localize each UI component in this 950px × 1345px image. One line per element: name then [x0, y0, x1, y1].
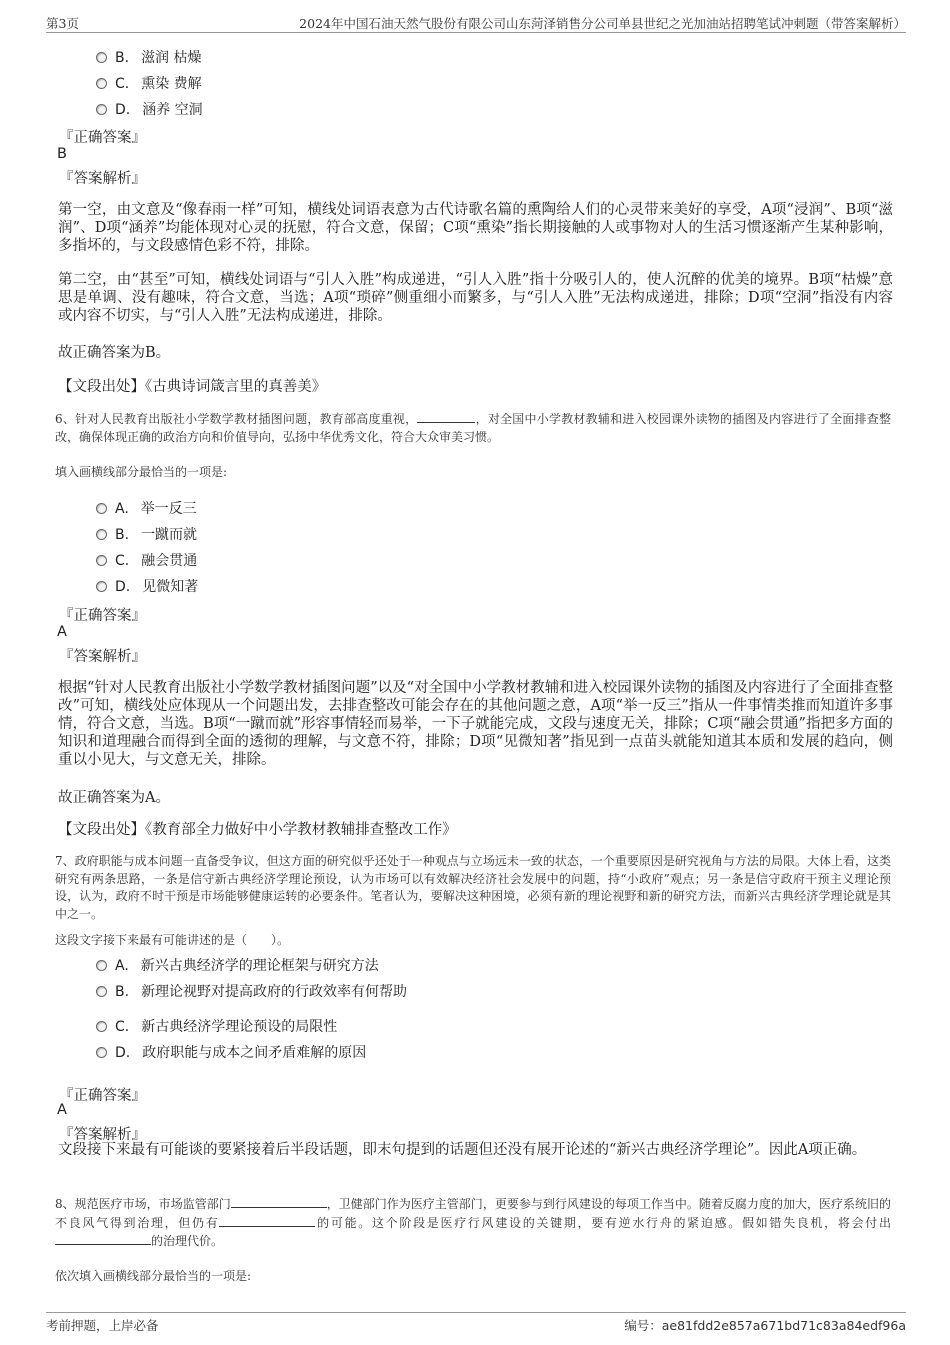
q5-option-b[interactable]: B. 滋润 枯燥 — [96, 47, 202, 67]
q7-option-d[interactable]: D. 政府职能与成本之间矛盾难解的原因 — [96, 1042, 366, 1062]
q8-prompt: 依次填入画横线部分最恰当的一项是: — [55, 1269, 252, 1283]
q5-analysis-label: 『答案解析』 — [59, 171, 146, 187]
footer-slogan: 考前押题，上岸必备 — [46, 1318, 159, 1333]
q6-stem: 6、针对人民教育出版社小学数学教材插图问题，教育部高度重视， ，对全国中小学教材教辅和进入校园课外读物的插图及内容进行了全面排查整改，确保体现正确的政治方向和价值导向，弘扬中华优秀文化，符合大众审美习惯。 — [55, 412, 891, 444]
q6-analysis-label: 『答案解析』 — [59, 649, 146, 665]
radio-icon[interactable] — [96, 104, 107, 115]
q6-conclusion: 故正确答案为A。 — [58, 790, 170, 806]
q5-option-d[interactable]: D. 涵养 空洞 — [96, 99, 203, 119]
q8-stem: 8、规范医疗市场，市场监管部门 ，卫健部门作为医疗主管部门，更要参与到行风建设的每项工作当中。随着反腐力度的加大，医疗系统旧的不良风气得到治理，但仍有 的可能。这个阶段是医疗行风建设的关键期，要有逆水行舟的紧迫感。假如错失良机，将会付出的治理代价。 — [55, 1197, 891, 1248]
q8-blank-3 — [55, 1232, 151, 1245]
q6-answer-label: 『正确答案』 — [59, 608, 146, 624]
q8-blank-2 — [219, 1214, 315, 1227]
q7-option-b[interactable]: B. 新理论视野对提高政府的行政效率有何帮助 — [96, 981, 407, 1001]
document-title: 2024年中国石油天然气股份有限公司山东菏泽销售分公司单县世纪之光加油站招聘笔试冲刺题（带答案解析） — [299, 16, 906, 31]
radio-icon[interactable] — [96, 1021, 107, 1032]
q7-prompt: 这段文字接下来最有可能讲述的是（ ）。 — [55, 933, 290, 947]
radio-icon[interactable] — [96, 1047, 107, 1058]
q6-blank — [417, 410, 475, 423]
radio-icon[interactable] — [96, 581, 107, 592]
radio-icon[interactable] — [96, 555, 107, 566]
q5-source: 【文段出处】《古典诗词箴言里的真善美》 — [58, 379, 327, 395]
q7-analysis: 文段接下来最有可能谈的要紧接着后半段话题，即末句提到的话题但还没有展开论述的“新兴古典经济学理论”。因此A项正确。 — [58, 1142, 867, 1158]
radio-icon[interactable] — [96, 52, 107, 63]
q6-prompt: 填入画横线部分最恰当的一项是: — [55, 465, 228, 479]
document-code: ae81fdd2e857a671bd71c83a84edf96a — [661, 1318, 906, 1333]
q6-option-c[interactable]: C. 融会贯通 — [96, 550, 197, 570]
q6-option-b[interactable]: B. 一蹴而就 — [96, 524, 197, 544]
q7-answer: A — [57, 1102, 67, 1118]
q5-answer: B — [57, 146, 67, 162]
radio-icon[interactable] — [96, 503, 107, 514]
radio-icon[interactable] — [96, 960, 107, 971]
radio-icon[interactable] — [96, 986, 107, 997]
radio-icon[interactable] — [96, 78, 107, 89]
q6-analysis: 根据“针对人民教育出版社小学数学教材插图问题”以及“对全国中小学教材教辅和进入校园课外读物的插图及内容进行了全面排查整改”可知，横线处应体现从一个问题出发，去排查整改可能会存在的其他问题之意，A项“举一反三”指从一件事情类推而知道许多事情，符合文意，当选。B项“一蹴而就”形容事情轻而易举，一下子就能完成，文段与速度无关，排除；C项“融会贯通”指把多方面的知识和道理融合而得到全面的透彻的理解，与文意不符，排除；D项“见微知著”指见到一点苗头就能知道其本质和发展的趋向，侧重以小见大，与文意无关，排除。 — [58, 680, 893, 768]
page-footer — [46, 1312, 906, 1339]
q7-analysis-label: 『答案解析』 — [59, 1127, 146, 1143]
page-number: 第3页 — [46, 16, 79, 31]
q6-answer: A — [57, 624, 67, 640]
q5-analysis-paragraph-1: 第一空，由文意及“像春雨一样”可知，横线处词语表意为古代诗歌名篇的熏陶给人们的心灵带来美好的享受，A项“浸润”、B项“滋润”、D项“涵养”均能体现对心灵的抚慰，符合文意，保留；C项“熏染”指长期接触的人或事物对人的生活习惯逐渐产生某种影响，多指坏的，与文段感情色彩不符，排除。 — [58, 202, 893, 254]
footer-id: 编号：ae81fdd2e857a671bd71c83a84edf96a — [624, 1318, 906, 1333]
q6-source: 【文段出处】《教育部全力做好中小学教材教辅排查整改工作》 — [58, 822, 457, 838]
radio-icon[interactable] — [96, 529, 107, 540]
q7-stem: 7、政府职能与成本问题一直备受争议，但这方面的研究似乎还处于一种观点与立场远未一致的状态，一个重要原因是研究视角与方法的局限。大体上看，这类研究有两条思路，一条是信守新古典经济学理论预设，认为市场可以有效解决经济社会发展中的问题，持“小政府”观点；另一条是信守政府干预主义理论预设，认为，政府不时干预是市场能够健康运转的必要条件。笔者认为，要解决这种困境，必须有新的理论视野和新的研究方法，而新兴古典经济学理论就是其中之一。 — [55, 854, 891, 921]
q7-option-c[interactable]: C. 新古典经济学理论预设的局限性 — [96, 1016, 337, 1036]
q6-option-a[interactable]: A. 举一反三 — [96, 498, 197, 518]
q5-analysis-paragraph-2: 第二空，由“甚至”可知，横线处词语与“引人入胜”构成递进，“引人入胜”指十分吸引人的，使人沉醉的优美的境界。B项“枯燥”意思是单调、没有趣味，符合文意，当选；A项“琐碎”侧重细小而繁多，与“引人入胜”无法构成递进，排除；D项“空洞”指没有内容或内容不切实，与“引人入胜”无法构成递进，排除。 — [58, 272, 893, 324]
q5-option-c[interactable]: C. 熏染 费解 — [96, 73, 202, 93]
q5-answer-label: 『正确答案』 — [59, 130, 146, 146]
q6-option-d[interactable]: D. 见微知著 — [96, 576, 198, 596]
q7-option-a[interactable]: A. 新兴古典经济学的理论框架与研究方法 — [96, 955, 379, 975]
q7-answer-label: 『正确答案』 — [59, 1088, 146, 1104]
q8-blank-1 — [231, 1195, 327, 1208]
q5-conclusion: 故正确答案为B。 — [58, 345, 171, 361]
page-header — [46, 12, 906, 33]
